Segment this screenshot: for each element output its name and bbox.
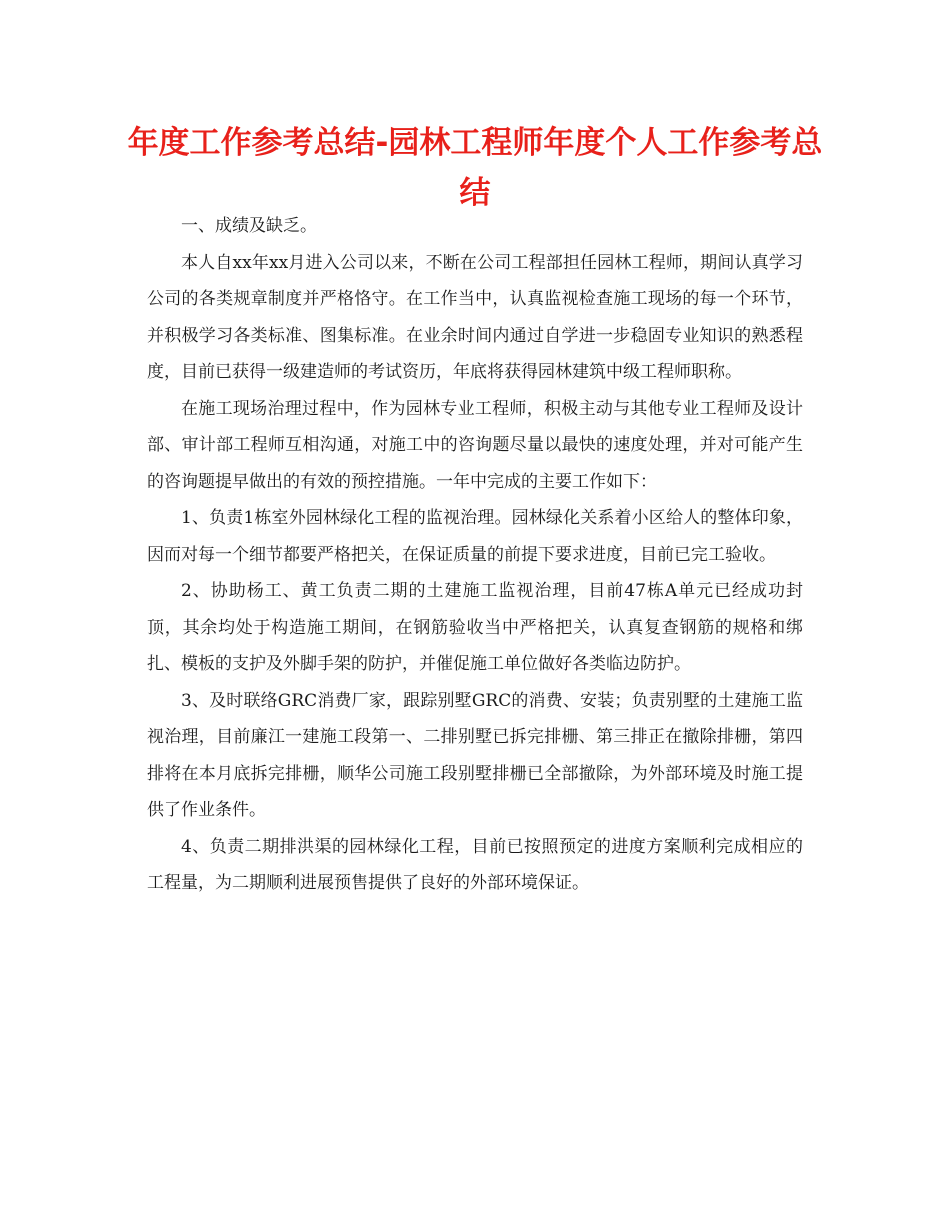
- paragraph-site-management: 在施工现场治理过程中，作为园林专业工程师，积极主动与其他专业工程师及设计部、审计部工程师互相沟通，对施工中的咨询题尽量以最快的速度处理，并对可能产生的咨询题提早做出的有效的预控措施。一年中完成的主要工作如下：: [147, 398, 803, 492]
- paragraph-intro: 本人自xx年xx月进入公司以来，不断在公司工程部担任园林工程师，期间认真学习公司的各类规章制度并严格恪守。在工作当中，认真监视检查施工现场的每一个环节，并积极学习各类标准、图集标准。在业余时间内通过自学进一步稳固专业知识的熟悉程度，目前已获得一级建造师的考试资历，年底将获得园林建筑中级工程师职称。: [147, 252, 803, 382]
- document-body: [147, 208, 803, 902]
- paragraph-item-1: 1、负责1栋室外园林绿化工程的监视治理。园林绿化关系着小区给人的整体印象，因而对每一个细节都要严格把关，在保证质量的前提下要求进度，目前已完工验收。: [147, 508, 803, 565]
- paragraph-item-4: 4、负责二期排洪渠的园林绿化工程，目前已按照预定的进度方案顺利完成相应的工程量，为二期顺利进展预售提供了良好的外部环境保证。: [147, 836, 803, 893]
- section-heading: 一、成绩及缺乏。: [181, 216, 317, 236]
- document-title: 年度工作参考总结-园林工程师年度个人工作参考总结: [127, 125, 823, 211]
- paragraph-item-2: 2、协助杨工、黄工负责二期的土建施工监视治理，目前47栋A单元已经成功封顶，其余均处于构造施工期间，在钢筋验收当中严格把关，认真复查钢筋的规格和绑扎、模板的支护及外脚手架的防护，并催促施工单位做好各类临边防护。: [147, 581, 803, 674]
- paragraph-item-3: 3、及时联络GRC消费厂家，跟踪别墅GRC的消费、安装；负责别墅的土建施工监视治理，目前廉江一建施工段第一、二排别墅已拆完排栅、第三排正在撤除排栅，第四排将在本月底拆完排栅，顺华公司施工段别墅排栅已全部撤除，为外部环境及时施工提供了作业条件。: [147, 690, 803, 820]
